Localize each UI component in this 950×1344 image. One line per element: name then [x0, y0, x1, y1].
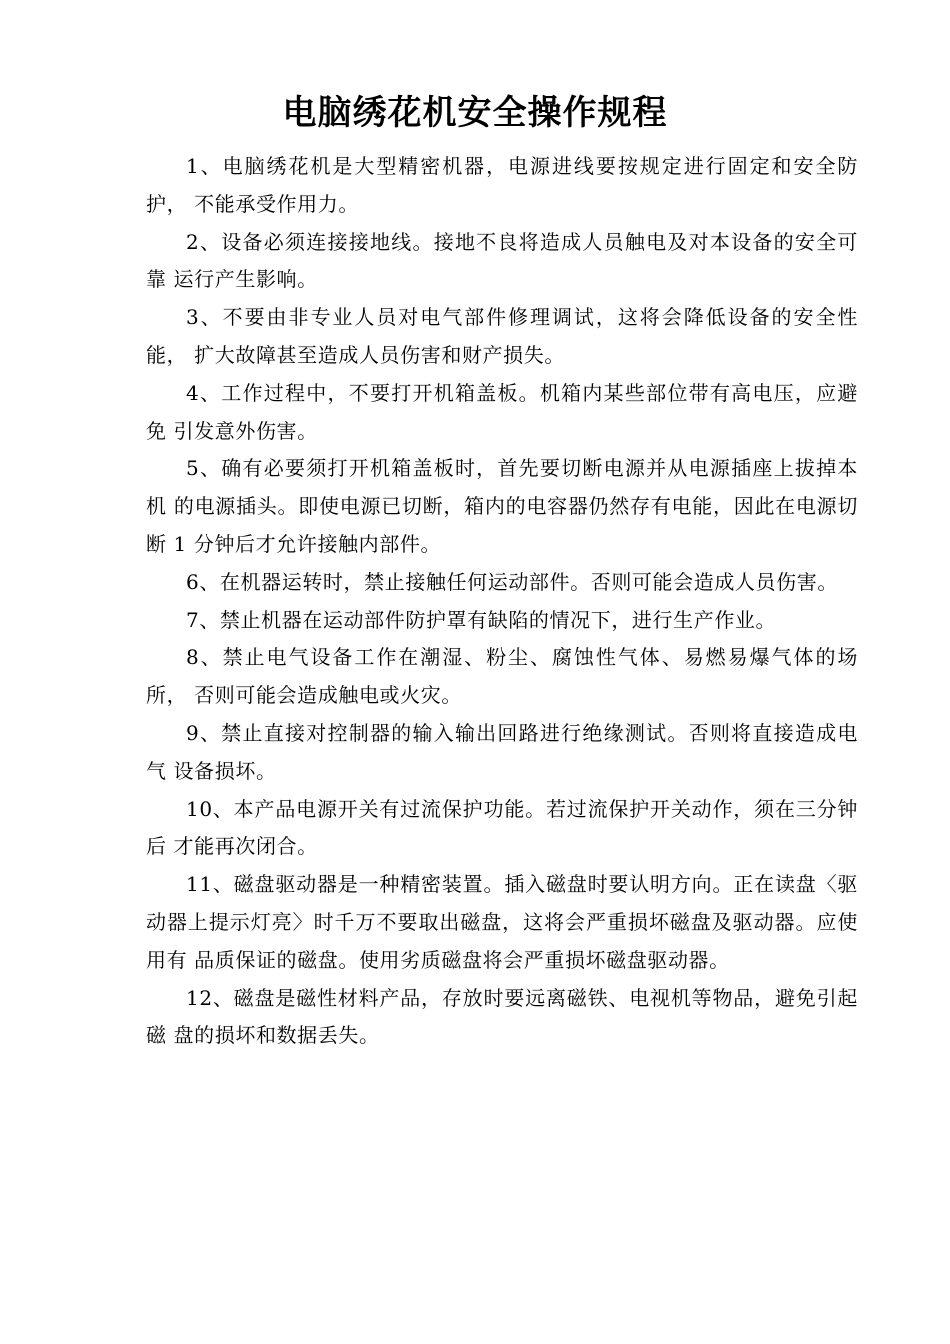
paragraph-4: 4、工作过程中，不要打开机箱盖板。机箱内某些部位带有高电压，应避免 引发意外伤害。: [146, 380, 858, 443]
paragraph-9: 9、禁止直接对控制器的输入输出回路进行绝缘测试。否则将直接造成电气 设备损坏。: [146, 720, 858, 783]
paragraph-2: 2、设备必须连接接地线。接地不良将造成人员触电及对本设备的安全可靠 运行产生影响。: [146, 229, 858, 292]
paragraph-12: 12、磁盘是磁性材料产品，存放时要远离磁铁、电视机等物品，避免引起磁 盘的损坏和数据丢失。: [146, 985, 858, 1048]
document-body: [146, 148, 858, 1055]
paragraph-5: 5、确有必要须打开机箱盖板时，首先要切断电源并从电源插座上拔掉本机 的电源插头。即使电源已切断，箱内的电容器仍然存有电能，因此在电源切断 1 分钟后才允许接触内部件。: [146, 456, 858, 556]
paragraph-1: 1、电脑绣花机是大型精密机器，电源进线要按规定进行固定和安全防护， 不能承受作用力。: [146, 154, 858, 216]
paragraph-6: 6、在机器运转时，禁止接触任何运动部件。否则可能会造成人员伤害。: [186, 569, 838, 594]
paragraph-7: 7、禁止机器在运动部件防护罩有缺陷的情况下，进行生产作业。: [186, 607, 777, 632]
paragraph-10: 10、本产品电源开关有过流保护功能。若过流保护开关动作，须在三分钟后 才能再次闭合。: [146, 796, 858, 859]
paragraph-8: 8、禁止电气设备工作在潮湿、粉尘、腐蚀性气体、易燃易爆气体的场所， 否则可能会造成触电或火灾。: [146, 645, 858, 708]
page-title: 电脑绣花机安全操作规程: [282, 93, 668, 133]
paragraph-3: 3、不要由非专业人员对电气部件修理调试，这将会降低设备的安全性能， 扩大故障甚至造成人员伤害和财产损失。: [146, 305, 858, 367]
paragraph-11: 11、磁盘驱动器是一种精密装置。插入磁盘时要认明方向。正在读盘〈驱动器上提示灯亮〉时千万不要取出磁盘，这将会严重损坏磁盘及驱动器。应使用有 品质保证的磁盘。使用劣质磁盘将会严重损坏磁盘驱动器。: [146, 872, 858, 972]
